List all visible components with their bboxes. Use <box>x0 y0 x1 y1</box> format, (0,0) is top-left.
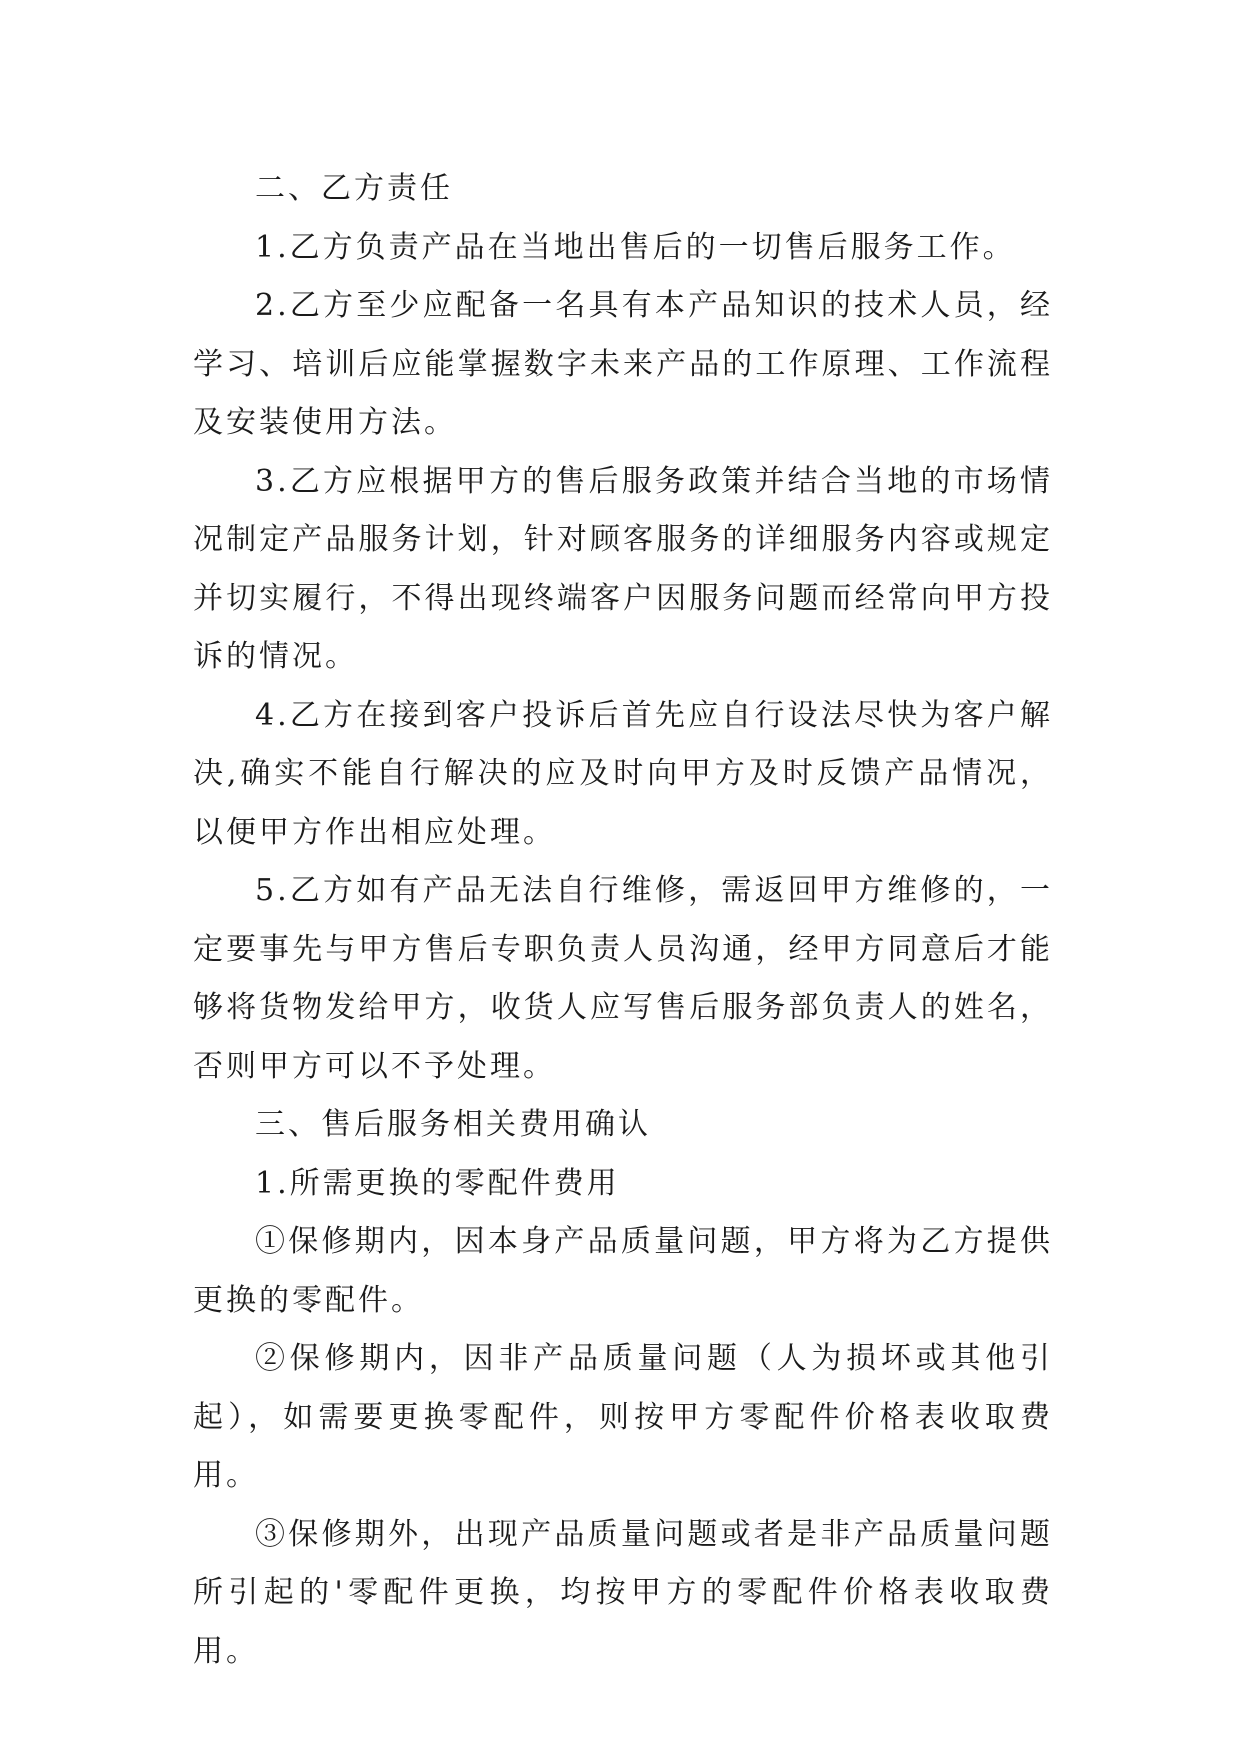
fee-subheading-parts: 1.所需更换的零配件费用 <box>255 1165 620 1201</box>
section-heading-party-b-duties: 二、乙方责任 <box>255 171 453 206</box>
clause-4: 4.乙方在接到客户投诉后首先应自行设法尽快为客户解决,确实不能自行解决的应及时向甲方及时反馈产品情况，以便甲方作出相应处理。 <box>193 697 1053 850</box>
fee-item-1: ①保修期内，因本身产品质量问题，甲方将为乙方提供更换的零配件。 <box>193 1224 1053 1318</box>
clause-1: 1.乙方负责产品在当地出售后的一切售后服务工作。 <box>255 229 1016 265</box>
clause-5: 5.乙方如有产品无法自行维修，需返回甲方维修的，一定要事先与甲方售后专职负责人员沟通，经甲方同意后才能够将货物发给甲方，收货人应写售后服务部负责人的姓名，否则甲方可以不予处理。 <box>193 873 1053 1084</box>
fee-item-3: ③保修期外，出现产品质量问题或者是非产品质量问题所引起的'零配件更换，均按甲方的零配件价格表收取费用。 <box>193 1516 1053 1669</box>
clause-2: 2.乙方至少应配备一名具有本产品知识的技术人员，经学习、培训后应能掌握数字未来产品的工作原理、工作流程及安装使用方法。 <box>193 288 1053 440</box>
fee-item-2: ②保修期内，因非产品质量问题（人为损坏或其他引起），如需要更换零配件，则按甲方零配件价格表收取费用。 <box>193 1341 1053 1493</box>
clause-3: 3.乙方应根据甲方的售后服务政策并结合当地的市场情况制定产品服务计划，针对顾客服务的详细服务内容或规定并切实履行，不得出现终端客户因服务问题而经常向甲方投诉的情况。 <box>193 463 1053 674</box>
document-body <box>193 160 1053 1681</box>
section-heading-fees: 三、售后服务相关费用确认 <box>255 1107 651 1142</box>
